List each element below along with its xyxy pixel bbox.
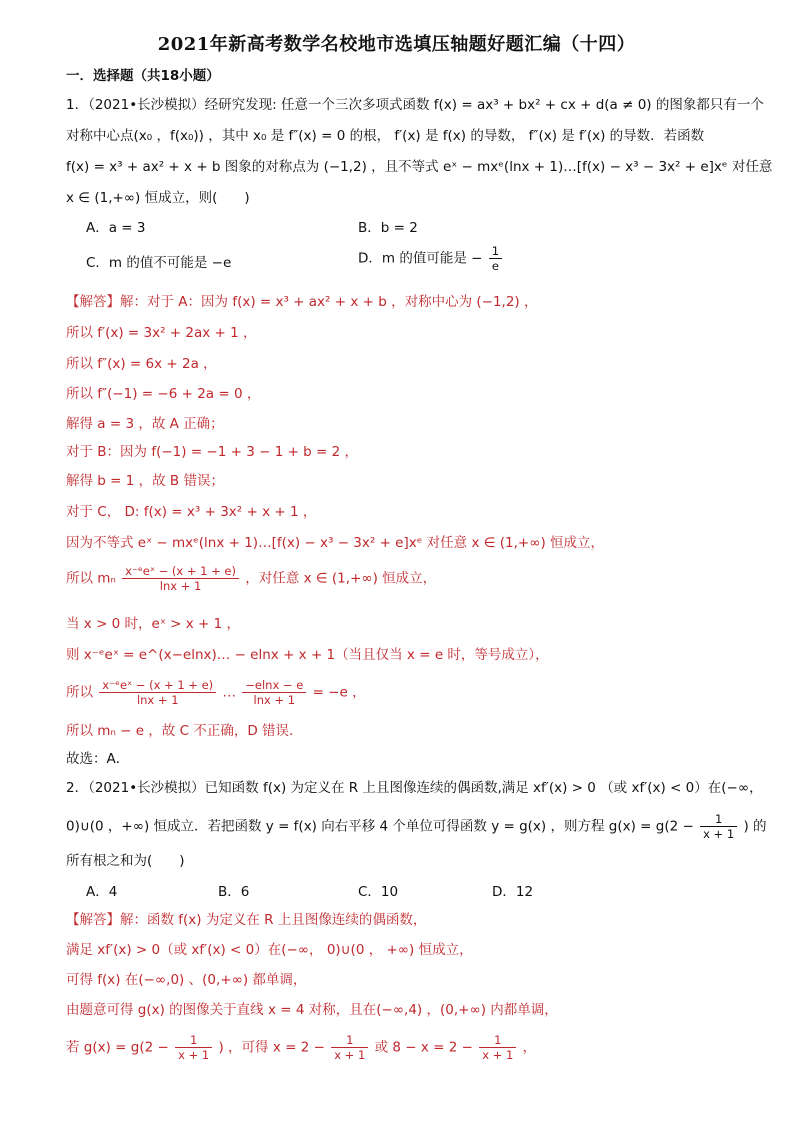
a2-line-5-middle-2: 或 8 − x = 2 − [374,1039,473,1056]
q2-option-a: A．4 [86,884,118,900]
a1-line-13-numerator-1: x⁻ᵉeˣ − (x + 1 + e) [99,678,216,693]
document-title: 2021年新高考数学名校地市选填压轴题好题汇编（十四） [157,34,636,55]
a1-line-12: 则 x⁻ᵉeˣ = e^(x−elnx)… − elnx + x + 1（当且仅当 x = e 时，等号成立）， [66,647,549,663]
q1-option-d [358,244,504,273]
a2-line-5 [66,1033,536,1062]
q1-option-d-text: D．m 的值可能是 − [358,250,483,267]
a1-line-10-fraction [122,564,239,593]
a1-line-10-numerator: x⁻ᵉeˣ − (x + 1 + e) [122,564,239,579]
a1-line-8: 对于 C， D: f(x) = x³ + 3x² + x + 1 ， [66,504,317,520]
a2-line-5-prefix: 若 g(x) = g(2 − [66,1039,169,1056]
a1-line-10-denominator: lnx + 1 [159,579,202,593]
a1-line-9: 因为不等式 eˣ − mxᵉ(lnx + 1)…[f(x) − x³ − 3x² + e]xᵉ 对任意 x ∈ (1,+∞) 恒成立， [66,535,605,551]
a2-line-5-numerator-1: 1 [175,1033,212,1048]
q1-option-a: A．a = 3 [86,220,146,236]
a2-line-5-denominator-3: x + 1 [482,1048,514,1062]
a1-line-2: 所以 f′(x) = 3x² + 2ax + 1 ， [66,325,257,341]
q2-line-3: 所有根之和为( ) [66,853,185,869]
q2-line-2-denominator: x + 1 [703,827,735,841]
a1-choice: 故选：A． [66,751,130,767]
a1-line-6: 对于 B：因为 f(−1) = −1 + 3 − 1 + b = 2 ， [66,444,359,460]
section-heading: 一．选择题（共18小题） [66,68,220,84]
a2-line-5-middle-1: ) ，可得 x = 2 − [218,1039,325,1056]
a2-line-3: 可得 f(x) 在(−∞,0) 、(0,+∞) 都单调， [66,972,307,988]
q1-line-2: 对称中心点(x₀ ，f(x₀)) ，其中 x₀ 是 f″(x) = 0 的根， f′(x) 是 f(x) 的导数， f″(x) 是 f′(x) 的导数．若函数 [66,128,705,144]
a1-line-13-suffix: = −e ， [312,684,366,701]
a1-line-3: 所以 f″(x) = 6x + 2a ， [66,356,217,372]
q2-line-1: 2．（2021•长沙模拟）已知函数 f(x) 为定义在 R 上且图像连续的偶函数,满足 xf′(x) > 0 （或 xf′(x) < 0）在(−∞， [66,780,763,796]
a1-line-10 [66,564,436,593]
a1-line-7: 解得 b = 1 ，故 B 错误； [66,473,224,489]
a2-line-1: 【解答】解：函数 f(x) 为定义在 R 上且图像连续的偶函数， [66,912,427,928]
a1-line-11: 当 x > 0 时，eˣ > x + 1 ， [66,616,241,632]
q1-option-d-numerator: 1 [489,244,502,259]
q1-line-1: 1．（2021•长沙模拟）经研究发现: 任意一个三次多项式函数 f(x) = ax³ + bx² + cx + d(a ≠ 0) 的图象都只有一个 [66,97,764,113]
q1-option-b: B．b = 2 [358,220,418,236]
q1-option-d-denominator: e [491,259,499,273]
q1-option-c: C．m 的值不可能是 −e [86,255,232,271]
q2-line-2 [66,812,767,841]
q1-line-4: x ∈ (1,+∞) 恒成立，则( ) [66,190,250,206]
a2-line-5-numerator-3: 1 [479,1033,516,1048]
a1-line-13-numerator-2: −elnx − e [242,678,306,693]
a1-line-13-fraction-1 [99,678,216,707]
a1-line-10-prefix: 所以 mₙ [66,570,116,587]
a2-line-5-fraction-2 [331,1033,368,1062]
a1-line-13-fraction-2 [242,678,306,707]
a1-line-14: 所以 mₙ − e ，故 C 不正确，D 错误． [66,723,303,739]
a2-line-5-suffix: ， [522,1039,537,1056]
a1-line-1: 【解答】解：对于 A：因为 f(x) = x³ + ax² + x + b ，对称中心为 (−1,2) ， [66,294,538,310]
q2-line-2-suffix: ) 的 [743,818,767,835]
a2-line-5-fraction-3 [479,1033,516,1062]
q2-line-2-prefix: 0)∪(0 ，+∞) 恒成立．若把函数 y = f(x) 向右平移 4 个单位可得函数 y = g(x) ，则方程 g(x) = g(2 − [66,818,694,835]
a1-line-13-prefix: 所以 [66,684,93,701]
q2-line-2-numerator: 1 [700,812,737,827]
a2-line-2: 满足 xf′(x) > 0（或 xf′(x) < 0）在(−∞， 0)∪(0 ， +∞) 恒成立， [66,942,473,958]
a1-line-5: 解得 a = 3 ，故 A 正确； [66,416,224,432]
a2-line-4: 由题意可得 g(x) 的图像关于直线 x = 4 对称，且在(−∞,4) ，(0,+∞) 内都单调， [66,1002,558,1018]
a2-line-5-numerator-2: 1 [331,1033,368,1048]
a1-line-10-suffix: ，对任意 x ∈ (1,+∞) 恒成立， [245,570,437,587]
a2-line-5-denominator-1: x + 1 [178,1048,210,1062]
a1-line-13-denominator-2: lnx + 1 [253,693,296,707]
q2-option-d: D．12 [492,884,534,900]
q2-option-b: B．6 [218,884,250,900]
a2-line-5-fraction-1 [175,1033,212,1062]
q2-line-2-fraction [700,812,737,841]
a1-line-13-denominator-1: lnx + 1 [136,693,179,707]
a1-line-13 [66,678,366,707]
q2-option-c: C．10 [358,884,399,900]
a1-line-4: 所以 f″(−1) = −6 + 2a = 0 ， [66,386,261,402]
a1-line-13-middle: … [222,684,236,701]
a2-line-5-denominator-2: x + 1 [334,1048,366,1062]
q1-option-d-fraction [489,244,502,273]
q1-line-3: f(x) = x³ + ax² + x + b 图象的对称点为 (−1,2) ，且不等式 eˣ − mxᵉ(lnx + 1)…[f(x) − x³ − 3x² + e]xᵉ 对任意 [66,159,773,175]
